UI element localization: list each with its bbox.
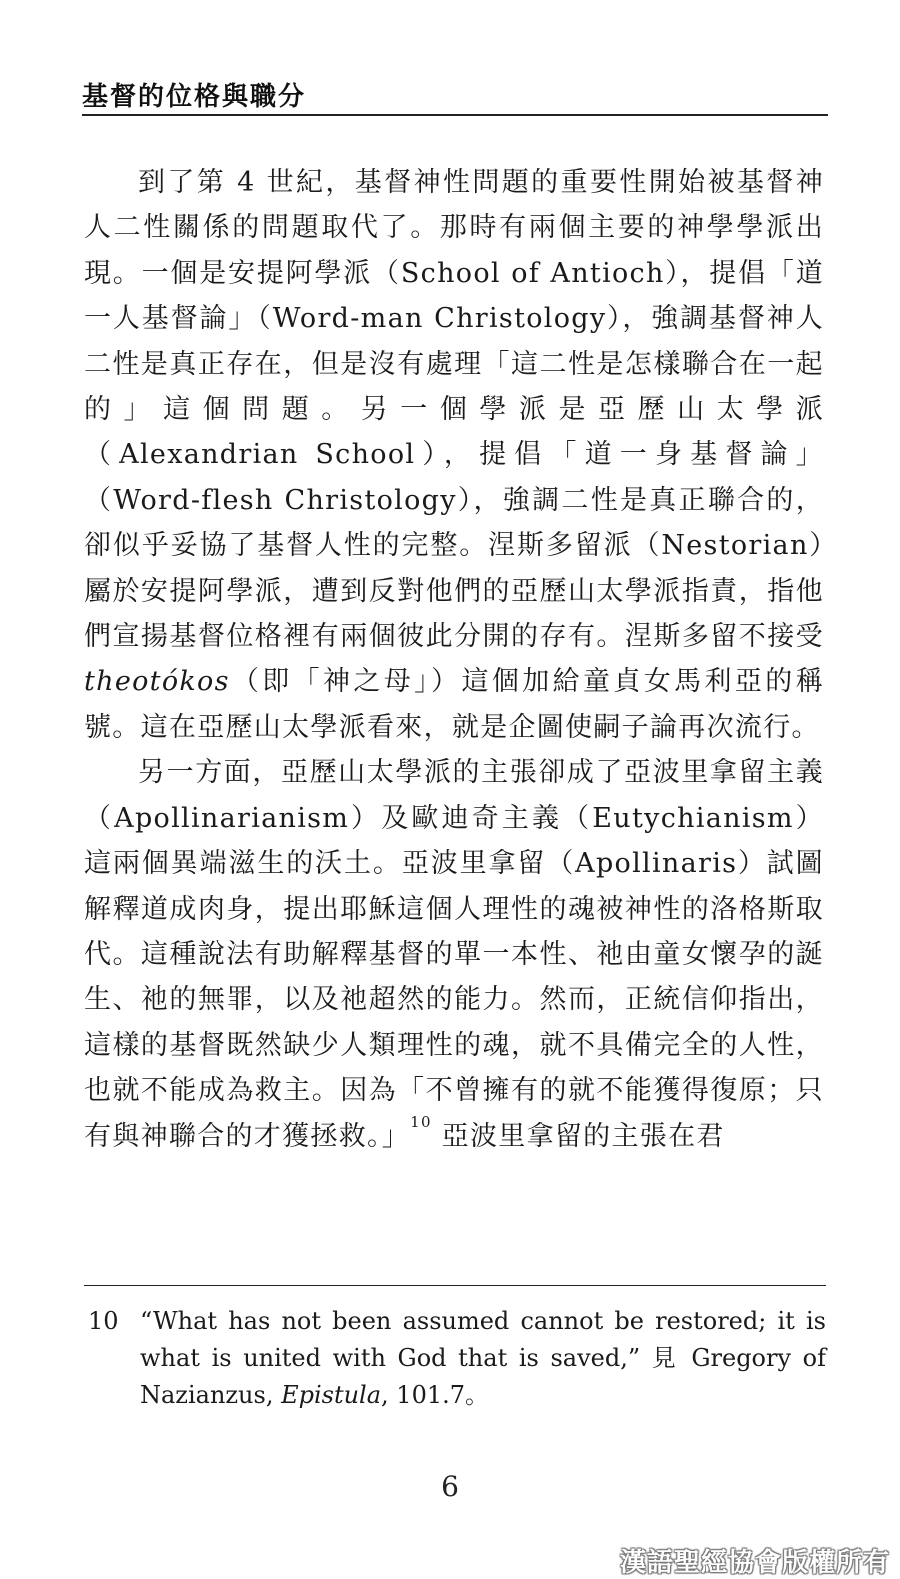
footnote-divider — [84, 1285, 826, 1286]
page-number: 6 — [441, 1470, 459, 1503]
footnote-number: 10 — [88, 1307, 119, 1335]
footnote-text-before: “What has not been assumed cannot be restored; it is what is united with God that is saved,” 見 Gregory of Nazianzus, — [140, 1307, 826, 1409]
paragraph-2-end: 亞波里拿留的主張在君 — [431, 1120, 725, 1152]
footnote-italic-title: Epistula — [281, 1381, 382, 1409]
footnote-reference[interactable]: 10 — [410, 1112, 432, 1131]
paragraph-1-italic-term: theotókos — [84, 666, 230, 698]
footnote-text — [140, 1303, 826, 1414]
paragraph-1-text: 到了第 4 世紀，基督神性問題的重要性開始被基督神人二性關係的問題取代了。那時有兩個主要的神學學派出現。一個是安提阿學派（School of Antioch），提倡「道一人基督論」（Word-man Christology），強調基督神人二性是真正存在，但是沒有處理「這二性是怎樣聯合在一起的」這個問題。另一個學派是亞歷山太學派（Alexandrian School），提倡「道一身基督論」（Word-flesh Christology），強調二性是真正聯合的，卻似乎妥協了基督人性的完整。涅斯多留派（Nestorian）屬於安提阿學派，遭到反對他們的亞歷山太學派指責，指他們宣揚基督位格裡有兩個彼此分開的存有。涅斯多留不接受 — [84, 167, 824, 653]
paragraph-2 — [84, 750, 824, 1159]
running-header — [82, 72, 828, 116]
footnote-text-after: , 101.7。 — [381, 1381, 490, 1409]
paragraph-2-text: 另一方面，亞歷山太學派的主張卻成了亞波里拿留主義（Apollinarianism）及歐迪奇主義（Eutychianism）這兩個異端滋生的沃土。亞波里拿留（Apollinaris）試圖解釋道成肉身，提出耶穌這個人理性的魂被神性的洛格斯取代。這種說法有助解釋基督的單一本性、祂由童女懷孕的誕生、祂的無罪，以及祂超然的能力。然而，正統信仰指出，這樣的基督既然缺少人類理性的魂，就不具備完全的人性，也就不能成為救主。因為「不曾擁有的就不能獲得復原；只有與神聯合的才獲拯救。」 — [84, 757, 824, 1152]
body-text — [84, 160, 824, 1159]
footnote — [84, 1303, 826, 1414]
copyright-watermark: 漢語聖經協會版權所有 — [619, 1548, 890, 1578]
header-title: 基督的位格與職分 — [82, 82, 307, 112]
paragraph-1-end: （即「神之母」）這個加給童貞女馬利亞的稱號。這在亞歷山太學派看來，就是企圖使嗣子論再次流行。 — [84, 666, 824, 743]
paragraph-1 — [84, 160, 824, 750]
